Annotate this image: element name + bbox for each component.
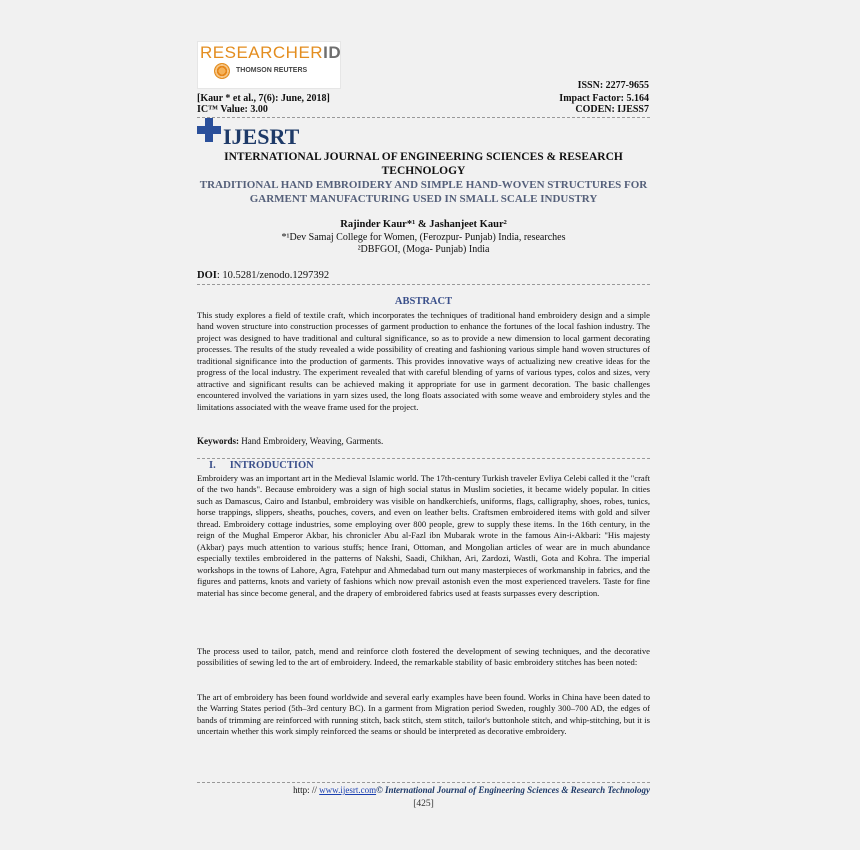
intro-paragraph-3: The art of embroidery has been found worldwide and several early examples have been found. Works in China have been dated to the Warring States period (5th–3rd century BC). In a garment from Migration period Sweden, roughly 300–700 AD, the edges of bands of trimming are reinforced with running stitch, back stitch, stem stitch, tailor's buttonhole stitch, and whip-stitching, but it is uncertain whether this work simply reinforced the seams or should be interpreted as decorative embroidery.: [197, 692, 650, 737]
page-number: [425]: [413, 799, 434, 809]
plus-icon: [197, 118, 221, 142]
doi: DOI: 10.5281/zenodo.1297392: [197, 270, 330, 281]
header-citation: [Kaur * et al., 7(6): June, 2018]: [197, 93, 330, 104]
logo-wordmark: RESEARCHERID: [200, 43, 342, 62]
journal-website-link[interactable]: www.ijesrt.com: [319, 785, 377, 795]
affiliation-1: *¹Dev Samaj College for Women, (Ferozpur- Punjab) India, researches: [281, 232, 566, 243]
header-issn: ISSN: 2277-9655: [577, 80, 649, 91]
header-coden: CODEN: IJESS7: [575, 104, 649, 115]
affiliation-2: ²DBFGOI, (Moga- Punjab) India: [357, 244, 490, 255]
thomson-reuters-icon: [214, 63, 230, 79]
header-impact-factor: Impact Factor: 5.164: [559, 93, 649, 104]
header-divider: [197, 117, 650, 118]
intro-paragraph-2: The process used to tailor, patch, mend and reinforce cloth fostered the development of sewing techniques, and the decorative possibilities of sewing led to the art of embroidery. Indeed, the remarkable stability of basic embroidery stitches has been noted:: [197, 646, 650, 668]
researcherid-logo: [197, 41, 341, 89]
footer: http: // www.ijesrt.com© International Journal of Engineering Sciences & Research Technology: [293, 785, 650, 795]
paper-title: TRADITIONAL HAND EMBROIDERY AND SIMPLE HAND-WOVEN STRUCTURES FOR GARMENT MANUFACTURING USED IN SMALL SCALE INDUSTRY: [199, 179, 648, 205]
intro-paragraph-1: Embroidery was an important art in the Medieval Islamic world. The 17th-century Turkish traveler Evliya Celebi called it the "craft of the two hands". Because embroidery was a sign of high social status in Muslim societies, it became widely popular. In cities such as Damascus, Cairo and Istanbul, embroidery was visible on handkerchiefs, uniforms, flags, calligraphy, shoes, robes, tunics, horse trappings, slippers, sheaths, pouches, covers, and even on leather belts. Craftsmen embroidered items with gold and silver thread. Embroidery cottage industries, some employing over 800 people, grew to supply these items. In the 16th century, in the reign of the Mughal Emperor Akbar, his chronicler Abu al-Fazl ibn Mubarak wrote in the famous Ain-i-Akbari: "His majesty (Akbar) pays much attention to various stuffs; hence Irani, Ottoman, and Mongolian articles of wear are in much abundance especially textiles embroidered in the patterns of Nakshi, Saadi, Chikhan, Ari, Zardozi, Wastli, Gota and Kohra. The imperial workshops in the towns of Lahore, Agra, Fatehpur and Ahmedabad turn out many masterpieces of workmanship in fabrics, and the figures and patterns, knots and variety of fashions which now prevail astonish even the most experienced travelers. Taste for fine material has since become general, and the drapery of embroidered fabrics used at feasts surpasses every description.: [197, 473, 650, 598]
introduction-heading: I. INTRODUCTION: [209, 460, 314, 471]
footer-divider: [197, 782, 650, 783]
doi-divider: [197, 284, 650, 285]
authors: Rajinder Kaur*¹ & Jashanjeet Kaur²: [340, 219, 507, 230]
header-ic-value: IC™ Value: 3.00: [197, 104, 268, 115]
logo-subtitle: THOMSON REUTERS: [236, 67, 308, 74]
keywords: Keywords: Hand Embroidery, Weaving, Garments.: [197, 436, 384, 446]
intro-divider: [197, 458, 650, 459]
journal-abbreviation: IJESRT: [223, 124, 300, 149]
abstract-text: This study explores a field of textile craft, which incorporates the techniques of traditional hand embroidery design and a simple hand woven structure into construction processes of garment production to enhance the fortunes of the local fashion industry. The project was designed to have traditional and cultural significance, so as to provide a new dimension to local garment decorating processes. The results of the study revealed a wide possibility of creating and fashioning various simple hand woven structures of traditional significance into the production of garments. This provides innovative ways of actualizing new creative ideas for the progress of the local industry. The experiment revealed that with careful blending of yarns of various types, colos and sizes, very attractive and significant results can be achieved making it appropriate for use in garment decoration. The basic challenges encountered involved the variations in yarn sizes used, the long floats associated with some weave and embroidery styles and the limitations associated with the weave frame used for the project.: [197, 310, 650, 412]
abstract-heading: ABSTRACT: [394, 296, 453, 307]
journal-name: INTERNATIONAL JOURNAL OF ENGINEERING SCIENCES & RESEARCH TECHNOLOGY: [224, 151, 623, 177]
